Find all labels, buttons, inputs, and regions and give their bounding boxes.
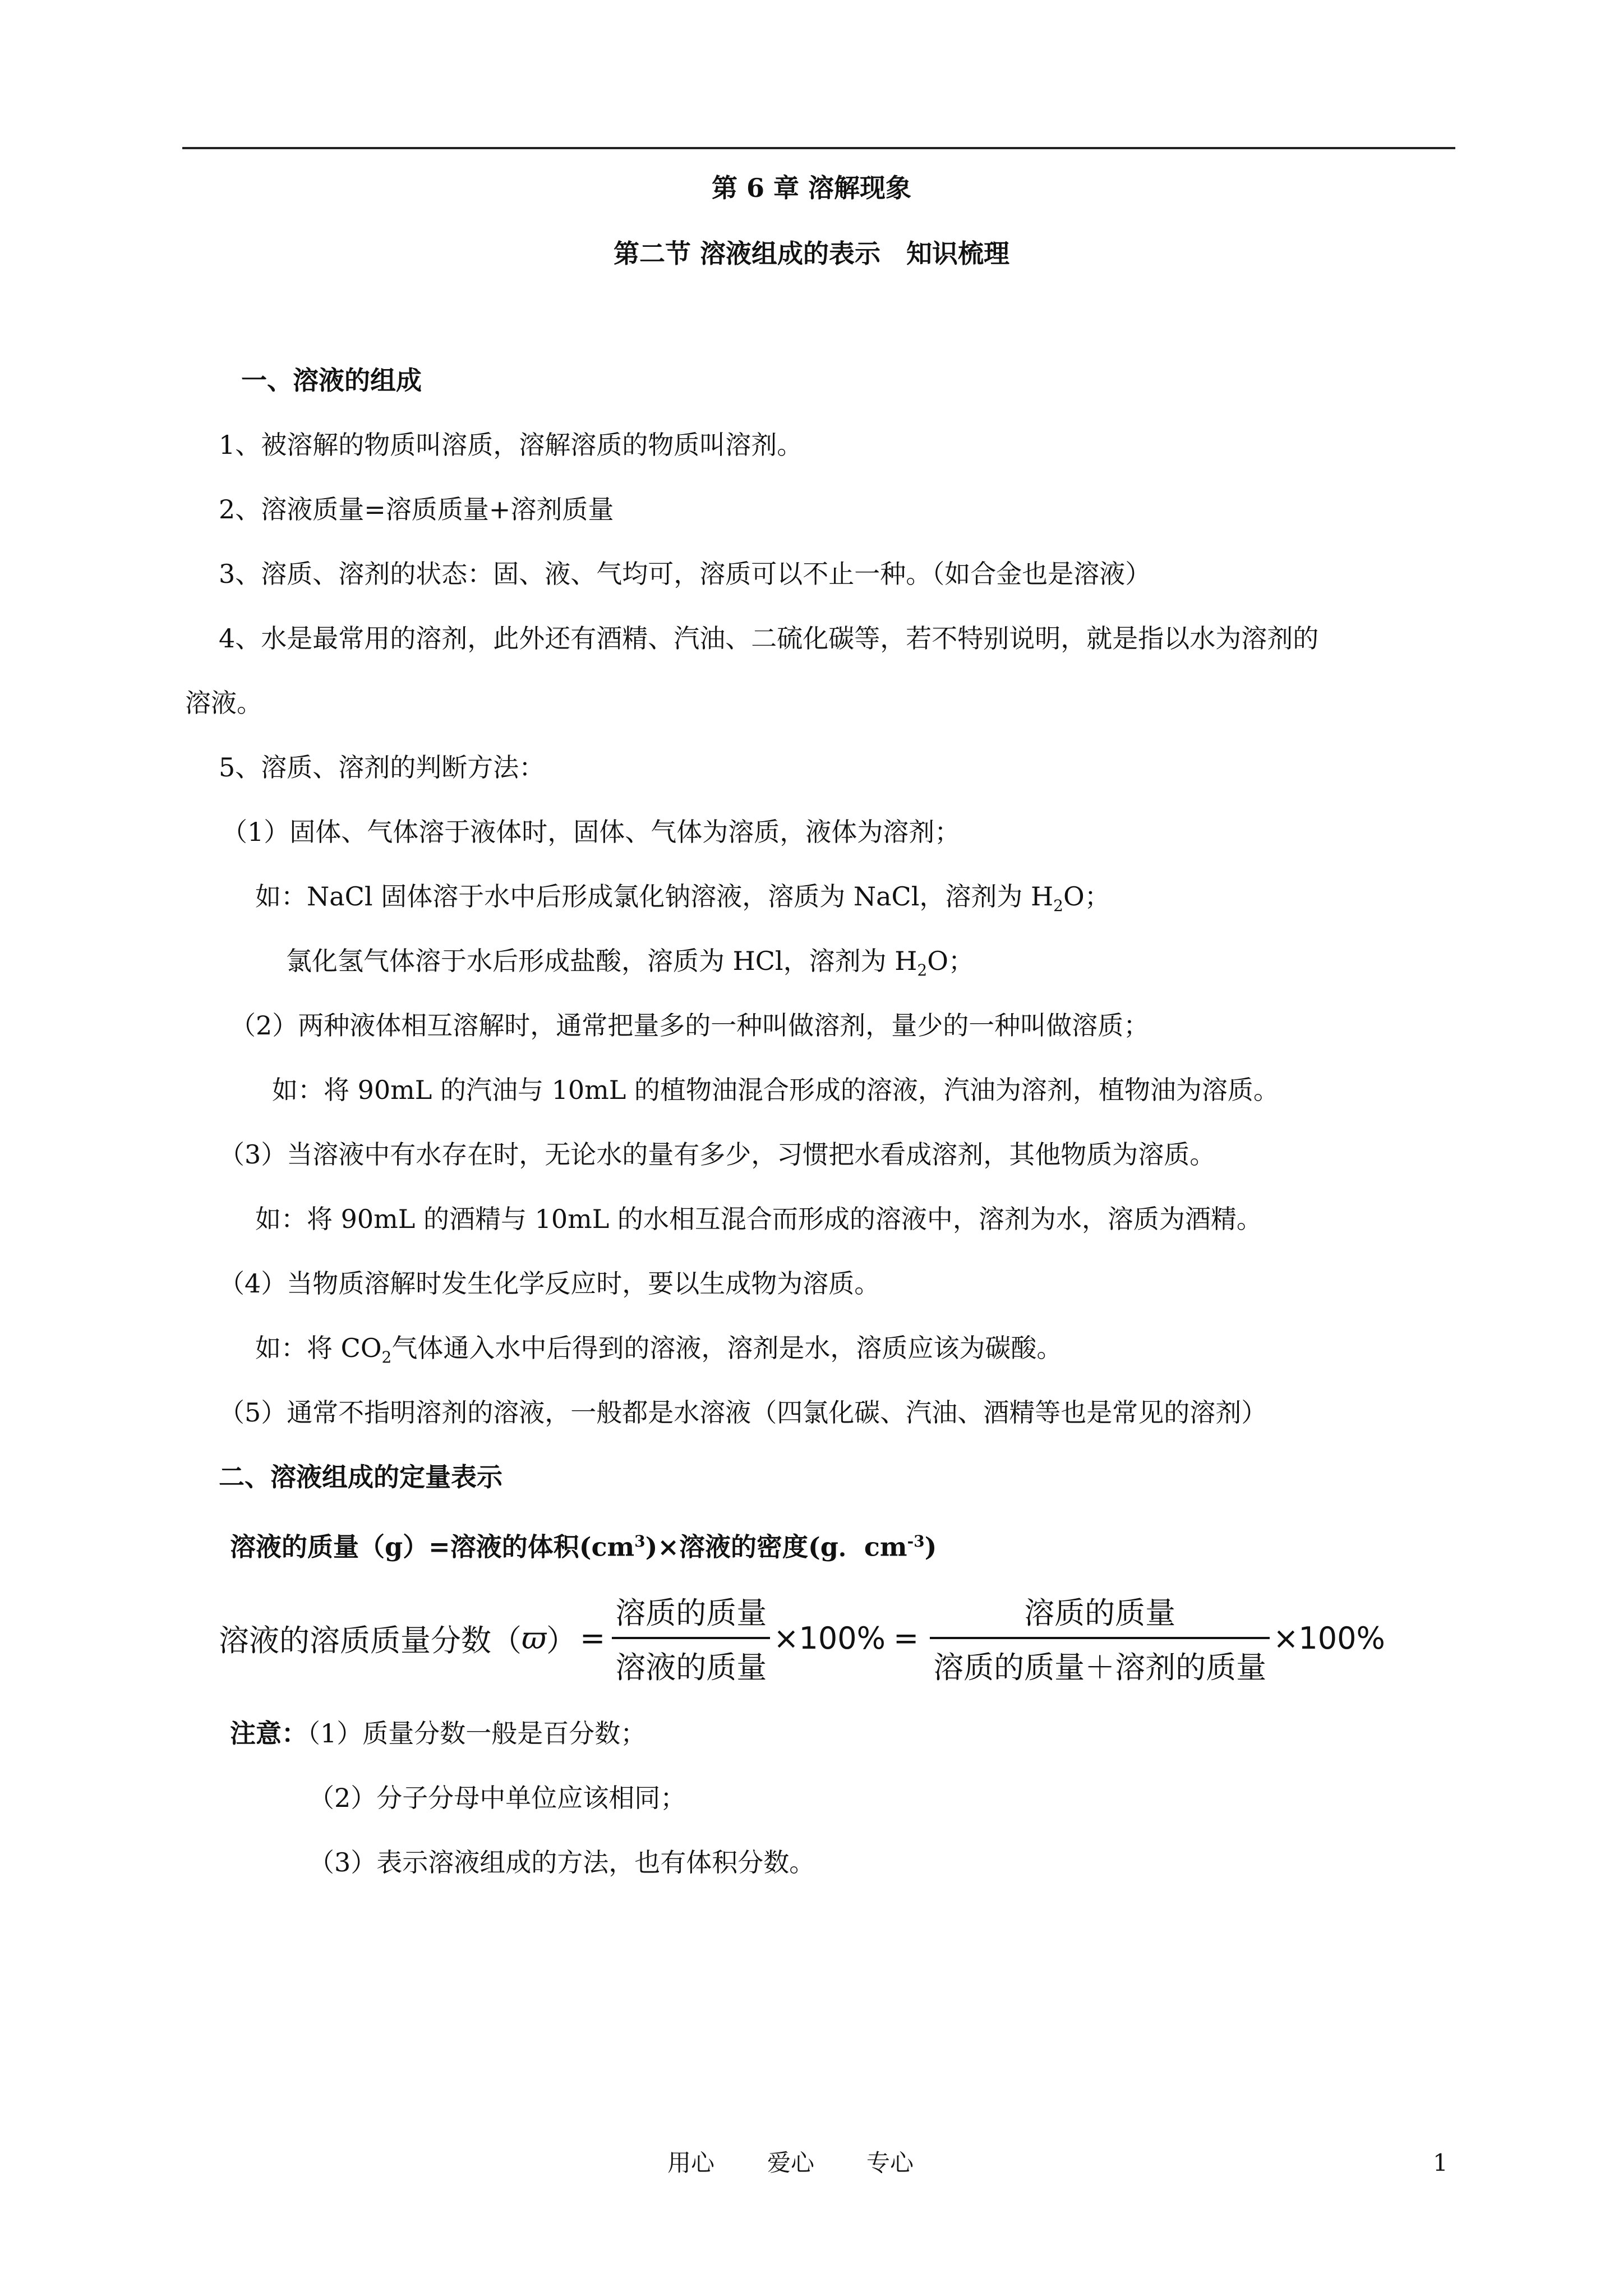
mass-fraction-formula: 溶液的溶质质量分数 （ ϖ ） = $\frac{\text{溶质的质量}}{\text{溶液的质量}}$ ×100% = $\frac{\text{溶质的质量}}{\text{溶质的质量＋溶剂的质量}}$ ×100% — [219, 1579, 1385, 1697]
para-3: 3、溶质、溶剂的状态：固、液、气均可，溶质可以不止一种。（如合金也是溶液） — [219, 559, 1151, 589]
chapter-title: 第 6 章 溶解现象 — [711, 173, 912, 203]
rule-2: （2）两种液体相互溶解时，通常把量多的一种叫做溶剂，量少的一种叫做溶质； — [230, 1010, 1150, 1041]
rule-4-example: 如：将 $CO_2$气体通入水中后得到的溶液，溶剂是水，溶质应该为碳酸。 — [255, 1333, 1063, 1367]
fraction-2: $\frac{\text{溶质的质量}}{\text{溶质的质量＋溶剂的质量}}$ — [930, 1589, 1270, 1687]
para-1: 1、被溶解的物质叫溶质，溶解溶质的物质叫溶剂。 — [219, 430, 803, 460]
heading-composition: 一、溶液的组成 — [241, 365, 422, 395]
rule-1-example-1: 如：NaCl 固体溶于水中后形成氯化钠溶液，溶质为 NaCl，溶剂为 $H_2O$； — [255, 881, 1110, 915]
mass-formula: 溶液的质量（g）=溶液的体积$(cm^3)\times$溶液的密度(g．$cm^{-3}$) — [230, 1531, 937, 1562]
page-number: 1 — [1433, 2149, 1448, 2177]
rule-1-example-2: 氯化氢气体溶于水后形成盐酸，溶质为 HCl，溶剂为 $H_2O$； — [286, 946, 974, 980]
footer-text-3: 专心 — [866, 2149, 914, 2177]
rule-2-example: 如：将 90mL 的汽油与 10mL 的植物油混合形成的溶液，汽油为溶剂，植物油为溶质。 — [272, 1075, 1279, 1105]
header-rule — [182, 147, 1455, 149]
formula-lhs: 溶液的溶质质量分数 — [219, 1622, 491, 1658]
heading-quantitative: 二、溶液组成的定量表示 — [219, 1462, 502, 1492]
rule-5: （5）通常不指明溶剂的溶液，一般都是水溶液（四氯化碳、汽油、酒精等也是常见的溶剂） — [219, 1397, 1267, 1428]
rule-4: （4）当物质溶解时发生化学反应时，要以生成物为溶质。 — [219, 1268, 880, 1299]
para-2: 2、溶液质量=溶质质量+溶剂质量 — [219, 494, 614, 524]
fraction-1: $\frac{\text{溶质的质量}}{\text{溶液的质量}}$ — [612, 1589, 770, 1687]
rule-3: （3）当溶液中有水存在时，无论水的量有多少，习惯把水看成溶剂，其他物质为溶质。 — [219, 1139, 1216, 1170]
section-title: 第二节 溶液组成的表示 知识梳理 — [613, 238, 1009, 269]
footer-text-1: 用心 — [667, 2149, 715, 2177]
footer-text-2: 爱心 — [767, 2149, 815, 2177]
note-label: 注意： — [230, 1718, 307, 1749]
rule-1: （1）固体、气体溶于液体时，固体、气体为溶质，液体为溶剂； — [222, 817, 961, 847]
note-3: （3）表示溶液组成的方法，也有体积分数。 — [308, 1847, 815, 1878]
rule-3-example: 如：将 90mL 的酒精与 10mL 的水相互混合而形成的溶液中，溶剂为水，溶质为酒精。 — [255, 1204, 1262, 1234]
para-4-line1: 4、水是最常用的溶剂，此外还有酒精、汽油、二硫化碳等，若不特别说明，就是指以水为溶剂的 — [219, 623, 1319, 654]
note-1: 注意：（1）质量分数一般是百分数； — [230, 1718, 647, 1749]
para-5: 5、溶质、溶剂的判断方法： — [219, 752, 545, 783]
note-2: （2）分子分母中单位应该相同； — [308, 1783, 686, 1813]
omega-symbol: ϖ — [522, 1620, 547, 1656]
para-4-line2: 溶液。 — [185, 688, 262, 718]
